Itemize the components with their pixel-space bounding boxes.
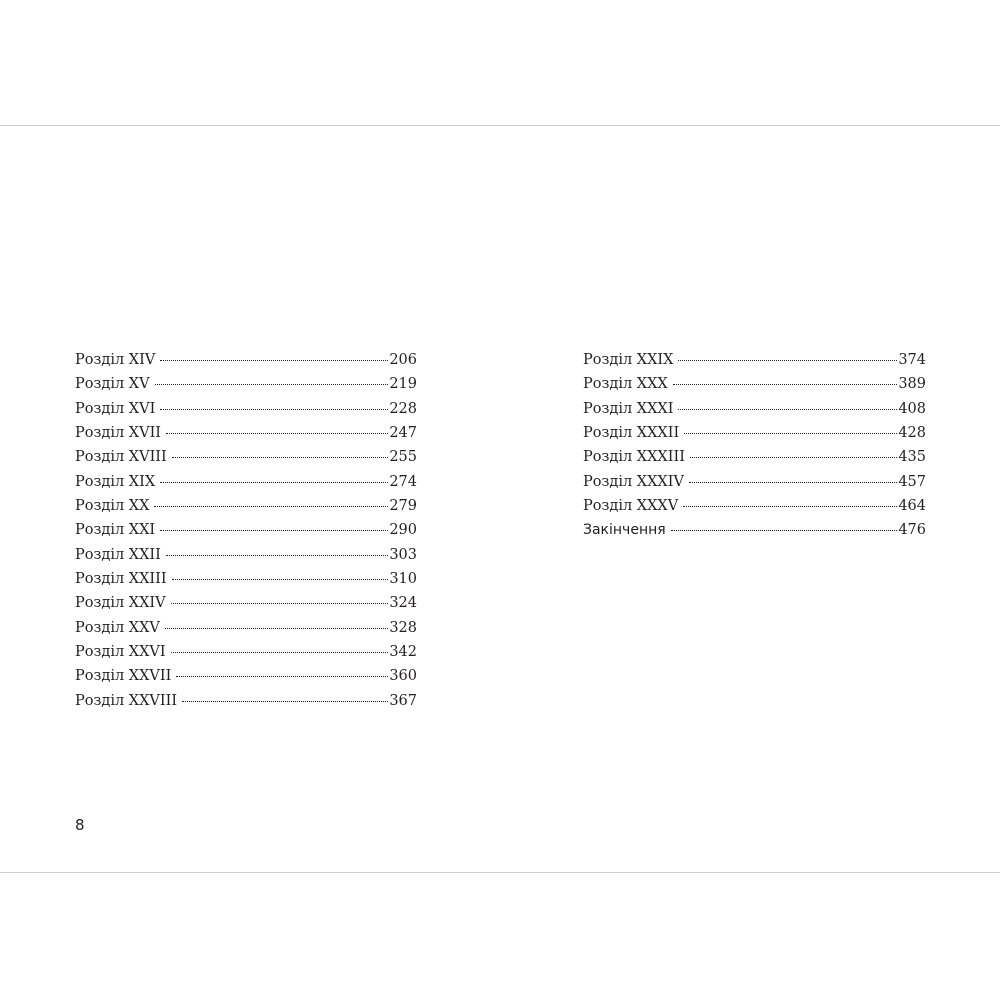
toc-entry bbox=[583, 522, 926, 546]
toc-entry bbox=[583, 376, 926, 400]
toc-entry-page: 255 bbox=[389, 449, 417, 466]
toc-entry bbox=[75, 498, 417, 522]
toc-dot-leader bbox=[690, 456, 897, 458]
toc-entry-page: 206 bbox=[389, 352, 417, 368]
toc-entry-title: Розділ XXX bbox=[583, 376, 668, 393]
toc-entry-title: Закінчення bbox=[583, 522, 666, 539]
toc-entry bbox=[75, 425, 417, 449]
toc-dot-leader bbox=[671, 529, 898, 531]
toc-entry-title: Розділ XX bbox=[75, 498, 150, 515]
toc-entry-page: 328 bbox=[389, 619, 417, 636]
toc-dot-leader bbox=[166, 432, 388, 434]
toc-entry-page: 310 bbox=[389, 571, 417, 588]
toc-entry-page: 408 bbox=[898, 400, 926, 417]
toc-dot-leader bbox=[689, 481, 897, 483]
toc-entry-page: 374 bbox=[898, 352, 926, 368]
toc-entry-page: 290 bbox=[389, 522, 417, 539]
toc-entry-title: Розділ XXVI bbox=[75, 644, 166, 661]
toc-entry-page: 367 bbox=[389, 692, 417, 709]
page-number: 8 bbox=[75, 816, 85, 834]
toc-dot-leader bbox=[172, 578, 389, 580]
toc-entry-title: Розділ XXXIII bbox=[583, 449, 685, 466]
toc-entry bbox=[75, 352, 417, 376]
toc-dot-leader bbox=[171, 602, 389, 604]
toc-entry-title: Розділ XVII bbox=[75, 425, 162, 442]
toc-entry-page: 324 bbox=[389, 595, 417, 612]
toc-entry-title: Розділ XXV bbox=[75, 619, 160, 636]
toc-entry-page: 457 bbox=[898, 473, 926, 490]
toc-dot-leader bbox=[171, 651, 389, 653]
toc-entry bbox=[583, 352, 926, 376]
toc-entry-page: 219 bbox=[389, 376, 417, 393]
toc-entry-page: 464 bbox=[898, 498, 926, 515]
toc-entry bbox=[75, 668, 417, 692]
toc-entry bbox=[583, 425, 926, 449]
toc-dot-leader bbox=[683, 505, 897, 507]
toc-entry bbox=[75, 620, 417, 644]
toc-entry-title: Розділ XV bbox=[75, 376, 150, 393]
toc-entry-page: 435 bbox=[898, 449, 926, 466]
toc-dot-leader bbox=[154, 505, 388, 507]
toc-entry bbox=[75, 547, 417, 571]
toc-entry bbox=[583, 449, 926, 473]
toc-entry-title: Розділ XXXI bbox=[583, 400, 674, 417]
toc-entry-title: Розділ XVIII bbox=[75, 449, 167, 466]
toc-entry-page: 303 bbox=[389, 546, 417, 563]
toc-entry bbox=[75, 376, 417, 400]
toc-entry bbox=[75, 401, 417, 425]
toc-entry-title: Розділ XXXII bbox=[583, 425, 680, 442]
toc-entry-title: Розділ XXIX bbox=[583, 352, 674, 368]
toc-entry-title: Розділ XXIII bbox=[75, 571, 167, 588]
toc-entry-page: 279 bbox=[389, 498, 417, 515]
toc-entry-title: Розділ XIV bbox=[75, 352, 156, 368]
toc-dot-leader bbox=[160, 408, 388, 410]
toc-dot-leader bbox=[172, 456, 389, 458]
toc-dot-leader bbox=[160, 359, 388, 361]
toc-entry-page: 476 bbox=[898, 522, 926, 539]
toc-entry-page: 247 bbox=[389, 425, 417, 442]
toc-entry-page: 389 bbox=[898, 376, 926, 393]
toc-dot-leader bbox=[166, 554, 388, 556]
toc-entry-title: Розділ XXIV bbox=[75, 595, 166, 612]
toc-entry-title: Розділ XVI bbox=[75, 400, 156, 417]
toc-dot-leader bbox=[673, 383, 898, 385]
toc-dot-leader bbox=[678, 359, 897, 361]
toc-entry-title: Розділ XXXV bbox=[583, 498, 679, 515]
toc-dot-leader bbox=[182, 700, 388, 702]
toc-dot-leader bbox=[165, 627, 388, 629]
toc-right-column bbox=[583, 352, 926, 547]
toc-entry-page: 342 bbox=[389, 644, 417, 661]
toc-dot-leader bbox=[160, 529, 388, 531]
toc-entry-page: 428 bbox=[898, 425, 926, 442]
toc-entry-title: Розділ XIX bbox=[75, 473, 156, 490]
toc-entry-title: Розділ XXVIII bbox=[75, 692, 178, 709]
toc-entry-title: Розділ XXVII bbox=[75, 668, 172, 685]
toc-dot-leader bbox=[678, 408, 897, 410]
toc-entry-title: Розділ XXI bbox=[75, 522, 156, 539]
toc-left-column bbox=[75, 352, 417, 717]
toc-entry-page: 360 bbox=[389, 668, 417, 685]
toc-entry bbox=[75, 449, 417, 473]
toc-entry bbox=[583, 401, 926, 425]
toc-entry-page: 274 bbox=[389, 473, 417, 490]
toc-dot-leader bbox=[160, 481, 388, 483]
toc-entry bbox=[75, 522, 417, 546]
toc-entry bbox=[75, 595, 417, 619]
toc-entry bbox=[75, 571, 417, 595]
toc-dot-leader bbox=[155, 383, 389, 385]
toc-dot-leader bbox=[684, 432, 897, 434]
toc-entry bbox=[75, 644, 417, 668]
toc-entry-page: 228 bbox=[389, 400, 417, 417]
toc-entry bbox=[75, 474, 417, 498]
toc-dot-leader bbox=[176, 675, 388, 677]
toc-entry-title: Розділ XXII bbox=[75, 546, 161, 563]
book-page-spread bbox=[0, 125, 1000, 873]
toc-entry bbox=[583, 474, 926, 498]
toc-entry bbox=[75, 693, 417, 717]
toc-entry-title: Розділ XXXIV bbox=[583, 473, 684, 490]
toc-entry bbox=[583, 498, 926, 522]
